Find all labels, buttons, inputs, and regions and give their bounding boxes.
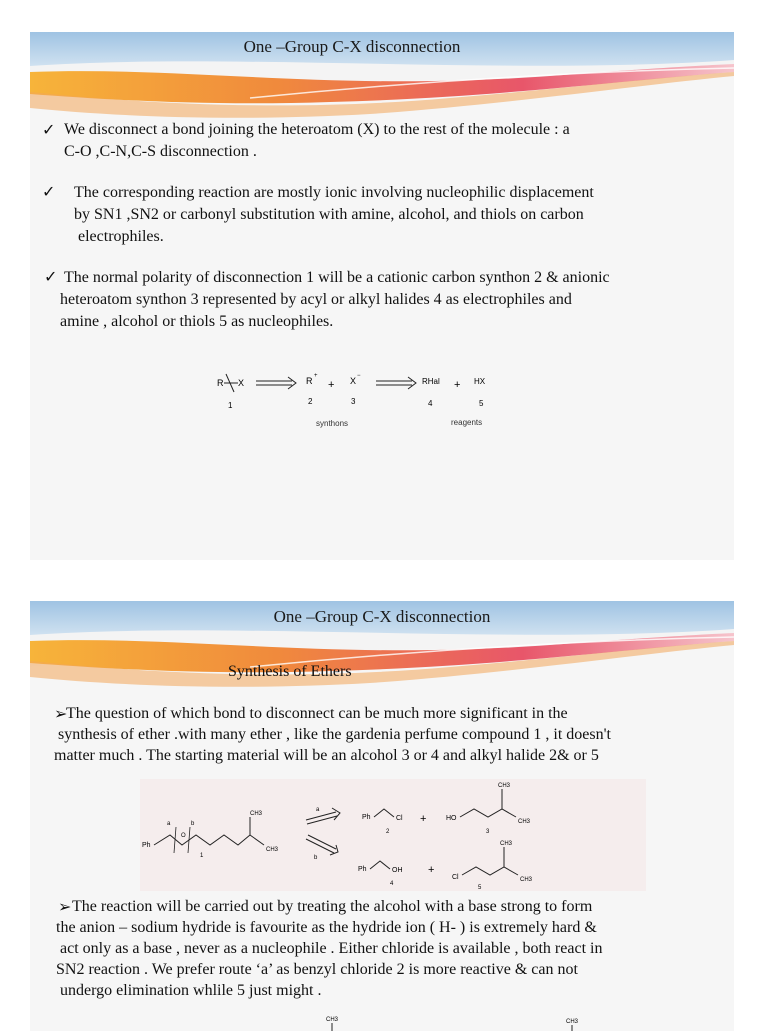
scheme-num-3: 3 [351,397,356,406]
retro-arrow-b [306,835,338,855]
retro-arrow-2 [376,377,416,389]
bullet-1-line-1: We disconnect a bond joining the heteroatom (X) to the rest of the molecule : a [64,121,570,138]
ch3-label: CH3 [250,811,263,817]
plus-sign: + [328,379,335,391]
plus-sign: + [454,379,461,391]
next-scheme-partial [320,1009,620,1031]
ch3-label: CH3 [500,841,513,847]
synthon-x-charge: − [357,373,361,379]
reagent-rhal: RHal [422,377,440,386]
ch3-label: CH3 [498,783,511,789]
para-2-line-1: The reaction will be carried out by treating the alcohol with a base strong to form [72,898,593,915]
slide-1 [30,32,734,560]
check-icon: ✓ [42,122,56,139]
caption-reagents: reagents [451,418,483,427]
route-b-label: b [314,855,318,861]
para-1-line-3: matter much . The starting material will be an alcohol 3 or 4 and alkyl halide 2& or 5 [54,747,599,764]
bond-a-label: a [167,821,171,827]
slide-2-title: One –Group C-X disconnection [273,607,491,626]
bullet-2-line-1: The corresponding reaction are mostly ionic involving nucleophilic displacement [74,184,594,201]
plus-sign: + [420,813,427,825]
plus-sign: + [428,864,435,876]
para-2-line-3: act only as a base , never as a nucleophile . Either chloride is available , both react in [60,940,603,957]
retro-arrow-1 [256,377,296,389]
ether-scheme-box [140,779,646,891]
ch3-label: CH3 [518,819,531,825]
ph-label: Ph [362,814,371,821]
reagent-hx: HX [474,377,486,386]
compound-4-num: 4 [390,881,394,887]
compound-3-num: 3 [486,829,490,835]
scheme-r: R [217,378,224,388]
ch3-label: CH3 [266,847,279,853]
synthon-r-charge: + [314,373,318,379]
para-2-line-2: the anion – sodium hydride is favourite as the hydride ion ( H- ) is extremely hard & [56,919,597,936]
ch3-label: CH3 [326,1017,339,1023]
slide-1-title: One –Group C-X disconnection [243,37,461,56]
disconnection-scheme [200,362,520,442]
check-icon: ✓ [42,184,56,201]
scheme-num-4: 4 [428,399,433,408]
ph-label: Ph [142,842,151,849]
para-2-line-5: undergo elimination whlile 5 just might . [60,982,322,999]
compound-1-num: 1 [200,853,204,859]
arrow-bullet-icon: ➢ [54,706,68,723]
synthon-r: R [306,376,313,386]
bullet-1-line-2: C-O ,C-N,C-S disconnection . [64,143,257,160]
bullet-2-line-2: by SN1 ,SN2 or carbonyl substitution with amine, alcohol, and thiols on carbon [74,206,584,223]
ho-label: HO [446,815,457,822]
cl-label: Cl [452,874,459,881]
route-a-label: a [316,807,320,813]
slide-2 [30,601,734,1031]
scheme-x: X [238,378,245,388]
para-1-line-1: The question of which bond to disconnect can be much more significant in the [66,705,568,722]
oxygen-label: O [181,833,186,839]
scheme-num-2: 2 [308,397,313,406]
slide-2-subtitle: Synthesis of Ethers [228,663,352,680]
ph-label: Ph [358,866,367,873]
para-1-line-2: synthesis of ether .with many ether , like the gardenia perfume compound 1 , it doesn't [58,726,611,743]
synthon-x: X [350,376,357,386]
check-icon: ✓ [44,269,58,286]
retro-arrow-a [306,808,340,824]
ch3-label: CH3 [566,1019,579,1025]
scheme-num-1: 1 [228,401,233,410]
compound-5-num: 5 [478,885,482,891]
bond-b-label: b [191,821,195,827]
ether-disconnection-scheme [140,779,646,891]
bullet-3-line-2: heteroatom synthon 3 represented by acyl or alkyl halides 4 as electrophiles and [60,291,572,308]
ch3-label: CH3 [520,877,533,883]
para-2-line-4: SN2 reaction . We prefer route ‘a’ as benzyl chloride 2 is more reactive & can not [56,961,578,978]
caption-synthons: synthons [316,419,349,428]
oh-label: OH [392,867,403,874]
compound-2-num: 2 [386,829,390,835]
bullet-3-line-3: amine , alcohol or thiols 5 as nucleophiles. [60,313,334,330]
arrow-bullet-icon: ➢ [58,899,72,916]
scheme-num-5: 5 [479,399,484,408]
bullet-2-line-3: electrophiles. [78,228,164,245]
cl-label: Cl [396,815,403,822]
bullet-3-line-1: The normal polarity of disconnection 1 will be a cationic carbon synthon 2 & anionic [64,269,610,286]
